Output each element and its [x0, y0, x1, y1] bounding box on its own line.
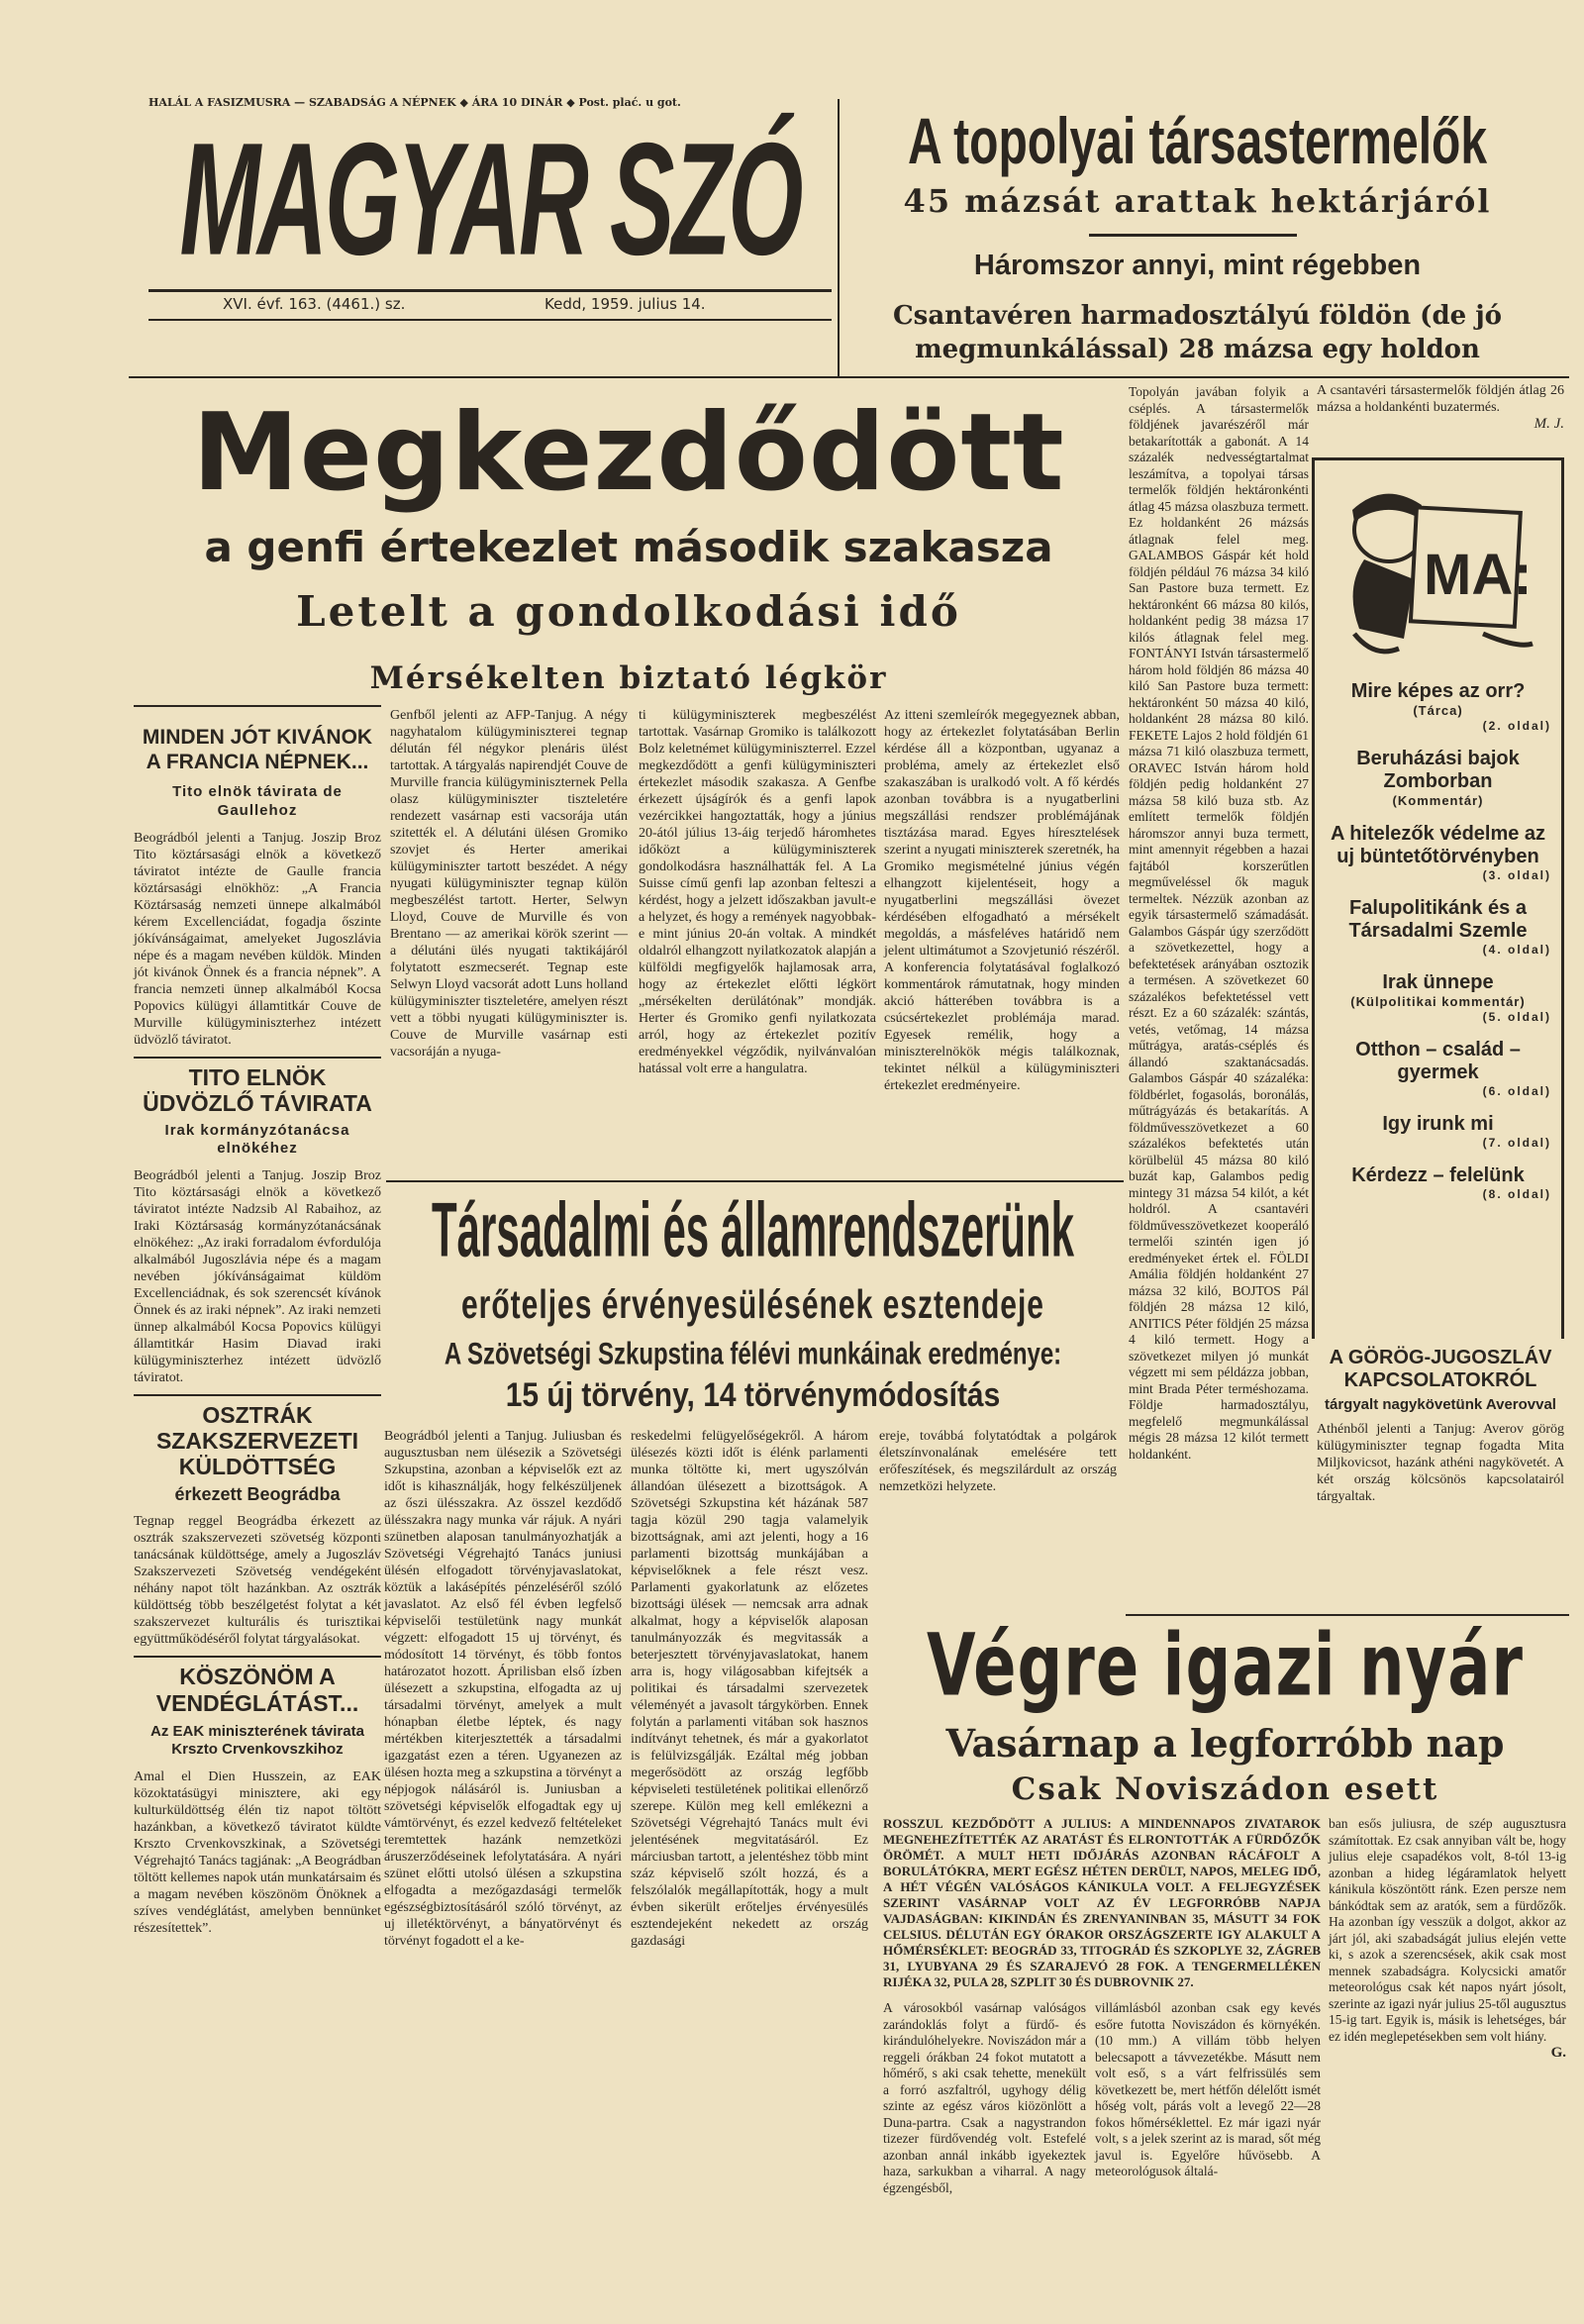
contents-item-type: (Kommentár) — [1392, 793, 1484, 808]
contents-item[interactable] — [1315, 1113, 1561, 1151]
story-body: Tegnap reggel Beográdba érkezett az osztrák szakszervezeti szövetség központi tanácsának küldöttsége, amely a Jugoszláv Szakszervezeti Szövetség vendégeként néhány napot tölt hazánkban. Az osztrák küldöttség több beszélgetést folytat a két szakszervezet kulturális és turisztikai együttműködéséről folytat tárgyalásokat. — [134, 1514, 381, 1647]
story-divider — [134, 1656, 381, 1658]
contents-item-type: (Külpolitikai kommentár) — [1350, 994, 1526, 1009]
story-body: Beográdból jelenti a Tanjug. Joszip Broz Tito köztársasági elnök a következő táviratot intézte de Gaulle francia köztársasági elnökhöz: „A Francia Köztársaság nemzeti ünnepe alkalmából kérem Excellenciádat, fogadja őszinte jókívánságaimat, amelyeket Jugoszlávia népe és a magam nevében küldök. Minden jót kivánok Önnek és a francia népnek”. A francia nemzeti ünnep alkalmából Kocsa Popovics külügyi államtitkár Couve de Murville külügyminiszterhez intézett üdvözlő táviratot. — [134, 831, 381, 1048]
summer-columns — [883, 2000, 1321, 2196]
story-headline: TITO ELNÖK ÜDVÖZLŐ TÁVIRATA — [143, 1064, 372, 1116]
story-subhead: érkezett Beográdba — [174, 1484, 341, 1504]
assembly-subhead: erőteljes érvényesülésének esztendeje — [461, 1283, 1044, 1328]
assembly-headline: Társadalmi és államrendszerünk — [432, 1186, 1074, 1273]
geneva-kicker: Letelt a gondolkodási idő — [296, 587, 961, 636]
ma-sign: MA: — [1424, 543, 1533, 607]
issue-date: Kedd, 1959. julius 14. — [544, 295, 706, 313]
contents-item-page: (4. oldal) — [1482, 943, 1551, 957]
story-headline: OSZTRÁK SZAKSZERVEZETI KÜLDÖTTSÉG — [155, 1402, 359, 1479]
greek-article — [1317, 1347, 1564, 1505]
contents-item-title: A hitelezők védelme az uj büntetőtörvényben — [1330, 823, 1546, 867]
newspaper-logo: MAGYAR SZÓ — [179, 108, 801, 289]
issue-number: XVI. évf. 163. (4461.) sz. — [223, 295, 406, 313]
assembly-column-2: reskedelmi felügyelőségekről. A három ülésezés közti időt is élénk parlamenti munka töltötte ki, mert ugyszólván állandóan ülésezett a bizottságok. A Szövetségi Szkupstina két házának 587 tagja közül 290 tagja valamelyik bizottságnak, ami azt jelenti, hogy a 16 parlamenti bizottság munkájában a képviselőknek a fele részt vesz. Parlamenti gyakorlatunk az előzetes bizottsági ülések — nemcsak arra adnak alkalmat, hogy a képviselők alaposan tanulmányozzák és megvitassák a beterjesztett törvényjavaslatokat, hanem arra is, hogy világosabban kifejtsék a politikai és társadalmi szervezetek véleményét a javasolt tárgykörben. Ennek folytán a parlamenti vitában sok hasznos indítványt tehetnek, és már a gyakorlatot is felülvizsgálják. Ezáltal még jobban megerősödött az ország legfőbb képviseleti testületének politikai ellenőrző szerepe. Külön meg kell emlékezni a Szövetségi Végrehajtó Tanács mult évi jelentésének megvitatásáról. Ez márciusban tartott, a jelentéshez több mint száz képviselő szólt hozzá, és a felszólalók megállapították, hogy a mult évben sikerült erőteljes érvényesülés esztendejeként nekedett az ország gazdasági — [631, 1429, 868, 1949]
contents-item-title: Igy irunk mi — [1382, 1113, 1494, 1135]
topolya-rule — [1089, 234, 1297, 237]
story-body: Beográdból jelenti a Tanjug. Joszip Broz Tito köztársasági elnök a következő táviratot intézte Nadzsib Al Rabaihoz, az Iraki Köztársaság kormányzótanácsának elnökéhez: „Az iraki forradalom évfordulója alkalmából Jugoszlávia népe és a magam nevében jókívánságaimat küldöm Excellenciádnak, és sok szerencsét kívánok Önnek és az iraki népnek”. Az iraki nemzeti ünnep alkalmából Kocsa Popovics külügyi államtitkár Hasim Diavad iraki külügyminiszterhez intézett üdvözlő táviratot. — [134, 1168, 381, 1385]
contents-item-page: (2. oldal) — [1482, 719, 1551, 733]
contents-item-page: (6. oldal) — [1482, 1084, 1551, 1098]
contents-item-title: Falupolitikánk és a Társadalmi Szemle — [1348, 897, 1528, 942]
story-subhead: Tito elnök távirata de Gaullehoz — [172, 783, 343, 819]
assembly-column-1: Beográdból jelenti a Tanjug. Juliusban és augusztusban nem ülésezik a Szövetségi Szkupstina, azonban a képviselők ezt az időt is kihasználják, hogy felkészüljenek az őszi ülésszakra. Az összel kezdődő ülésszakra nagy munka vár rájuk. A nyári szünetben alaposan tanulmányozhatják a Szövetségi Végrehajtó Tanács juniusi ülésén elfogadott törvényjavaslatokat, köztük a lakásépítés pénzeléséről szóló javaslatot. Az első fél évben legfelső képviselői testületünk nagy munkát végzett: elfogadott 15 uj törvényt, és módosított 14 törvényt, és több fontos határozatot hozott. Áprilisban első ízben ülésezett a szkupstina, elfogadta az uj társadalmi törvényt, amelyek a mult hónapban életbe léptek, és nagy mértékben kiterjesztették a társadalmi igazgatást ezen a téren. Ugyanezen az ülésen hozta meg a szkupstina a törvényt a népjogok nálásáról is. Juniusban a szövetségi képviselők elfogadtak egy uj vámtörvényt, és ezzel kedvező feltételeket teremtettek hazánk nemzetközi áruszerződéseinek lefolytatására. A nyári szünet előtti utolsó ülésen a szkupstina elfogadta a mezőgazdasági termelők egészségbiztosításáról szóló törvényt, az uj illetéktörvényt, a bányatörvényt és törvényt fogadott el a ke- — [384, 1429, 622, 1949]
assembly-deck-2: 15 új törvény, 14 törvénymódosítás — [505, 1376, 1001, 1414]
section-rule — [386, 1180, 1124, 1182]
contents-item[interactable] — [1315, 823, 1561, 883]
story-divider — [134, 1394, 381, 1396]
geneva-column-2: ti külügyminiszterek megbeszélést tartottak. Vasárnap Gromiko is találkozott Bolz keletnémet külügyminiszterrel. Ezzel megkezdődött a genfi külügyminiszteri értekezlet második szakasza. A Genfbe érkezett újságírók és a genfi lapok vezércikkei hangoztatták, hogy a június 20-ától július 13-áig terjedő háromhetes időközt a külügyminiszterek gondolkodásra használhatták fel. A La Suisse című genfi lap azonban felteszi a kérdést, hogy a jelzett időszakban javult-e a helyzet, és hogy a remények nagyobbak-e mint június 20-án voltak. A mindkét oldalról elhangzott nyilatkozatok alapján a külföldi megfigyelők hajlamosak arra, hogy az értekezlet előtti légkört „mérsékelten derülátónak” mondják. Herter és Gromiko genfi nyilatkozata arról, hogy az értekezlet pozitív eredményekkel végződik, nyilvánvalóan hatással volt erre a hangulatra. — [639, 708, 876, 1076]
header-rule — [129, 376, 1569, 378]
contents-item-page: (3. oldal) — [1482, 868, 1551, 882]
summer-lead: ROSSZUL KEZDŐDÖTT A JULIUS: A MINDENNAPOS ZIVATAROK MEGNEHEZÍTETTÉK AZ ARATÁST ÉS ELRONTOTTÁK A FÜRDŐZŐK ÖRÖMÉT. A MULT HETI IDŐJÁRÁS AZONBAN RÁCÁFOLT A BORULÁTÓKRA, MERT EGÉSZ HÉTEN DERÜLT, NAPOS, MELEG IDŐ, A HÉT VÉGÉN VALÓSÁGOS KÁNIKULA VOLT. A FELJEGYZÉSEK SZERINT VASÁRNAP VOLT AZ ÉV LEGFORRÓBB NAPJA VAJDASÁGBAN: KIKINDÁN ÉS ZRENYANINBAN 35, MÁSUTT 34 FOK CELSIUS. DÉLUTÁN EGY ÓRAKOR ORSZÁGSZERTE IGY ALAKULT A HŐMÉRSÉKLET: BEOGRÁD 33, TITOGRÁD ÉS SZKOPLYE 32, ZÁGREB 31, LYUBYANA 29 ÉS SZARAJEVÓ 28 FOK. A TENGERMELLÉKEN RIJÉKA 32, PULA 28, SZPLIT 30 ÉS DUBROVNIK 27. — [883, 1816, 1321, 1989]
masthead-rule-bottom — [148, 319, 832, 321]
contents-list — [1315, 680, 1561, 1202]
topolya-body: Topolyán javában folyik a cséplés. A társastermelők földjének javarészéről már betakarították a gabonát. A 14 százalék nedvességtartalmat leszámítva, a topolyai társas termelők földjén hektáronkénti átlag 45 mázsa olaszbuza termett. Ez holdanként 26 mázsás átlagnak felel meg. GALAMBOS Gáspár két hold földjén például 76 mázsa 34 kiló San Pastore buza termett. Ez hektáronként 66 mázsa 80 kilós, holdanként pedig 38 mázsa 17 kilós átlagnak felel meg. FONTÁNYI István társastermelő három hold földjén 86 mázsa 40 kiló San Pastore buza termett: hektáronként 50 mázsa 40 kiló, holdanként 28 mázsa 80 kiló. FEKETE Lajos 2 hold földjén 61 mázsa 71 kiló olaszbuza termett, ORAVEC István három hold földjén pedig holdanként 27 mázsa 58 kiló buza stb. Az említett termelők földjén háromszor annyi buza termett, mint amennyit régebben a hazai fajtából korszerűtlen megműveléssel ők maguk termeltek. Nézzük azonban az egyik társastermelő számadását. Galambos Gáspár úgy szerződött a szövetkezettel, hogy a befektetések arányában osztozik a termésen. A szövetkezet 60 százalékos befektetéssel vett részt. Ez a 60 százalék: szántás, vetés, vetőmag, 14 mázsa műtrágya, aratás-cséplés és állandó szaktanácsadás. Galambos Gáspár 40 százaléka: földbérlet, fogasolás, boronálás, műtrágyázás és betakarítás. A földművesszövetkezet a 60 százalékos befektetés után körülbelül 45 mázsa 80 kiló buzát kap, Galambos pedig mintegy 31 mázsa 54 kilót, a két holdról. A csantavéri földművesszövetkezet kooperáló termelői szintén igen jó eredményeket értek el. FÖLDI Amália földjén holdanként 27 mázsa 32 kiló, BOJTOS Pál földjén 28 mázsa 12 kiló, ANITICS Péter földjén 25 mázsa 4 kiló termett. Hogy a szövetkezet milyen jó munkát végzett mi sem példázza jobban, mint Brada Péter terméshozama. Földje harmadosztályu, megfelelő megmunkálással mégis 28 mázsa 12 kilót termett holdanként. — [1129, 384, 1309, 1462]
geneva-subhead: a genfi értekezlet második szakasza — [204, 523, 1053, 571]
geneva-column-3: Az itteni szemleírók megegyeznek abban, hogy az értekezlet folytatásában Berlin kérdése áll a központban, ugyanaz a probléma, amely az értekezlet első szakaszában is uralkodó volt. A fő kérdés azonban továbbra is a nyugatberlini megszállási rendszer problémájának tisztázása marad. Egyes híresztelések szerint a nyugati miniszterek szeretnék, ha Gromiko megismételné június végén elhangzott kijelentéseit, hogy a nyugatberlini megszállási övezet kérdésében elfogadható a mérsékelt megoldás, a másfeléves határidő nem jelent ultimátumot a Szovjetunió részéről. A konferencia folytatásával foglalkozó kommentárok rámutatnak, hogy minden akció hátterében továbbra is a csúcsértekezlet problémája marad. Egyesek remélik, hogy a miniszterelnökök mégis találkoznak, tekintet nélkül a külügyminiszteri értekezlet eredményeire. — [884, 708, 1120, 1093]
story-divider — [134, 1057, 381, 1059]
contents-item-type: (Tárca) — [1413, 703, 1463, 718]
column-divider — [838, 99, 840, 376]
contents-item[interactable] — [1315, 971, 1561, 1025]
summer-signature: G. — [1550, 2045, 1566, 2061]
summer-kicker: Csak Noviszádon esett — [1011, 1771, 1439, 1807]
story-headline: KÖSZÖNÖM A VENDÉGLÁTÁST... — [155, 1664, 359, 1716]
contents-item-title: Mire képes az orr? — [1350, 680, 1526, 702]
contents-item[interactable] — [1315, 1039, 1561, 1099]
masthead-slogan: HALÁL A FASIZMUSRA — SZABADSÁG A NÉPNEK ◆ ÁRA 10 DINÁR ◆ Post. plać. u got. — [148, 96, 681, 109]
geneva-deck: Mérsékelten biztató légkör — [369, 660, 888, 696]
story-subhead: Az EAK miniszterének távirata Krszto Crvenkovszkihoz — [150, 1723, 364, 1758]
section-rule — [1126, 1614, 1569, 1616]
left-column — [134, 705, 381, 1937]
summer-headline: Végre igazi nyár — [927, 1617, 1524, 1717]
topolya-kicker: Háromszor annyi, mint régebben — [973, 250, 1422, 281]
contents-item[interactable] — [1315, 748, 1561, 809]
newsboy-illustration-icon — [1335, 470, 1542, 668]
greek-subhead: tárgyalt nagykövetünk Averovval — [1325, 1396, 1556, 1413]
contents-item-page: (8. oldal) — [1482, 1187, 1551, 1201]
assembly-column-3: ereje, továbbá folytatódtak a polgárok életszínvonalának emelésére tett erőfeszítések, és megszilárdult az ország nemzetközi helyzete. — [879, 1429, 1117, 1494]
topolya-subhead: 45 mázsát arattak hektárjáról — [903, 182, 1492, 220]
contents-item[interactable] — [1315, 897, 1561, 958]
geneva-headline: Megkezdődött — [192, 391, 1065, 515]
contents-item-title: Kérdezz – felelünk — [1351, 1164, 1525, 1186]
contents-item-page: (5. oldal) — [1482, 1010, 1551, 1024]
contents-item-title: Beruházási bajok Zomborban — [1356, 748, 1520, 792]
topolya-deck: Csantavéren harmadosztályú földön (de jó megmunkálással) 28 mázsa egy holdon — [892, 301, 1502, 364]
topolya-ending — [1317, 382, 1564, 433]
contents-item[interactable] — [1315, 680, 1561, 734]
topolya-signature: M. J. — [1534, 416, 1564, 432]
greek-headline: A GÖRÖG-JUGOSZLÁV KAPCSOLATOKRÓL — [1329, 1347, 1552, 1391]
story-body: Amal el Dien Husszein, az EAK közoktatásügyi minisztere, aki egy kulturküldöttség élén tiz napot töltött hazánkban, a következő táviratot küldte Krszto Crvenkovszkinak, a Szövetségi Végrehajtó Tanács tagjának: „A Beográdban töltött kellemes napok után munkatársaim és a magam nevében köszönöm Önöknek a szíves vendéglátást, amelyben bennünket részesítettek”. — [134, 1769, 381, 1936]
story-headline: MINDEN JÓT KIVÁNOK A FRANCIA NÉPNEK... — [142, 726, 373, 773]
summer-column-3: ban esős juliusra, de szép augusztusra számítottak. Ez csak annyiban vált be, hogy julius eleje csapadékos volt, 8-tól 13-ig azonban a hideg légáramlatok helyett kánikula köszöntött ránk. Ezen persze nem bánkódtak sem az aratók, sem a fürdőzők. Ha azonban így vesszük a dolgot, akkor az járt jól, aki szabadságát julius elején vette ki, s azok a szerencsések, akik csak most mennek szabadságra. Kolycsicki amatőr meteorológus csak két napos nyárt jósolt, szerinte az igazi nyár julius 25-től augusztus 15-ig tart. Egyik is, másik is lehetséges, bár ez idén meglepetésekben sem volt hiány. — [1329, 1816, 1566, 2044]
contents-item-page: (7. oldal) — [1482, 1136, 1551, 1150]
story-subhead: Irak kormányzótanácsa elnökéhez — [164, 1122, 350, 1157]
greek-body: Athénből jelenti a Tanjug: Averov görög külügyminiszter tegnap fogadta Mita Miljkovicsot, hazánk athéni nagykövetét. A két ország kölcsönös kapcsolatairól tárgyaltak. — [1317, 1422, 1564, 1504]
geneva-column-1: Genfből jelenti az AFP-Tanjug. A négy nagyhatalom külügyminiszterei tegnap délután fél négykor plenáris ülést tartottak. A tárgyalás napirendjét Couve de Murville francia külügyminiszternek Pella olasz külügyminiszter tiszteletére rendezett vasárnap esti vacsorája után szitették el. A délutáni ülésen Gromiko szovjet és Herter amerikai külügyminiszter tartott beszédet. A négy nyugati külügyminiszter tegnap külön megbeszélést tartott. Herter, Selwyn Lloyd, Couve de Murville és von Brentano — az amerikai körök szerint — a délutáni ülés nyugati taktikájáról folytatott eszmecserét. Tegnap este Selwyn Lloyd vacsorát adott Luns holland külügyminiszter tiszteletére, amelyen részt vett a többi nyugati külügyminiszter is. Couve de Murville vasárnap esti vacsoráján a nyuga- — [390, 708, 628, 1060]
masthead-rule — [148, 289, 832, 292]
summer-column-1: A városokból vasárnap valóságos zarándoklás folyt a fürdő- és kirándulóhelyekre. Noviszádon már a reggeli órákban 24 fokot mutatott a hőmérő, s aki csak tehette, menekült a forró aszfaltról, ugyhogy délig szinte az egész város kiözönlött a Duna-partra. Csak a nagystrandon tizezer fürdővendég volt. Estefelé azonban annál inkább igyekeztek haza, sarkukban a viharral. A nagy égzengésből, — [883, 2000, 1086, 2195]
contents-item-title: Otthon – család – gyermek — [1355, 1039, 1521, 1083]
assembly-deck-1: A Szövetségi Szkupstina félévi munkáinak eredménye: — [444, 1337, 1062, 1372]
topolya-headline: A topolyai társastermelők — [907, 106, 1488, 179]
left-col-rule — [134, 705, 381, 707]
summer-column-2: villámlásból azonban csak egy kevés esőre futotta Noviszádon és környékén. (10 mm.) A villám több helyen belecsapott a távvezetékbe. Másutt nem volt eső, s a várt felfrissülés sem következett be, mert hétfőn délelőtt ismét hőség volt, párás volt a levegő 22—28 fokos hőmérséklettel. Ez már igazi nyár volt, s a jelek szerint az is marad, sőt még javul is. Egyelőre hűvösebb. A meteorológusok általá- — [1095, 2000, 1321, 2178]
contents-box — [1312, 457, 1564, 1339]
topolya-body-end: A csantavéri társastermelők földjén átlag 26 mázsa a holdankénti buzatermés. — [1317, 383, 1564, 415]
summer-right — [1329, 1816, 1566, 2062]
contents-item[interactable] — [1315, 1164, 1561, 1202]
summer-subhead: Vasárnap a legforróbb nap — [945, 1721, 1505, 1766]
contents-item-title: Irak ünnepe — [1382, 971, 1494, 993]
summer-left — [883, 1816, 1321, 2196]
